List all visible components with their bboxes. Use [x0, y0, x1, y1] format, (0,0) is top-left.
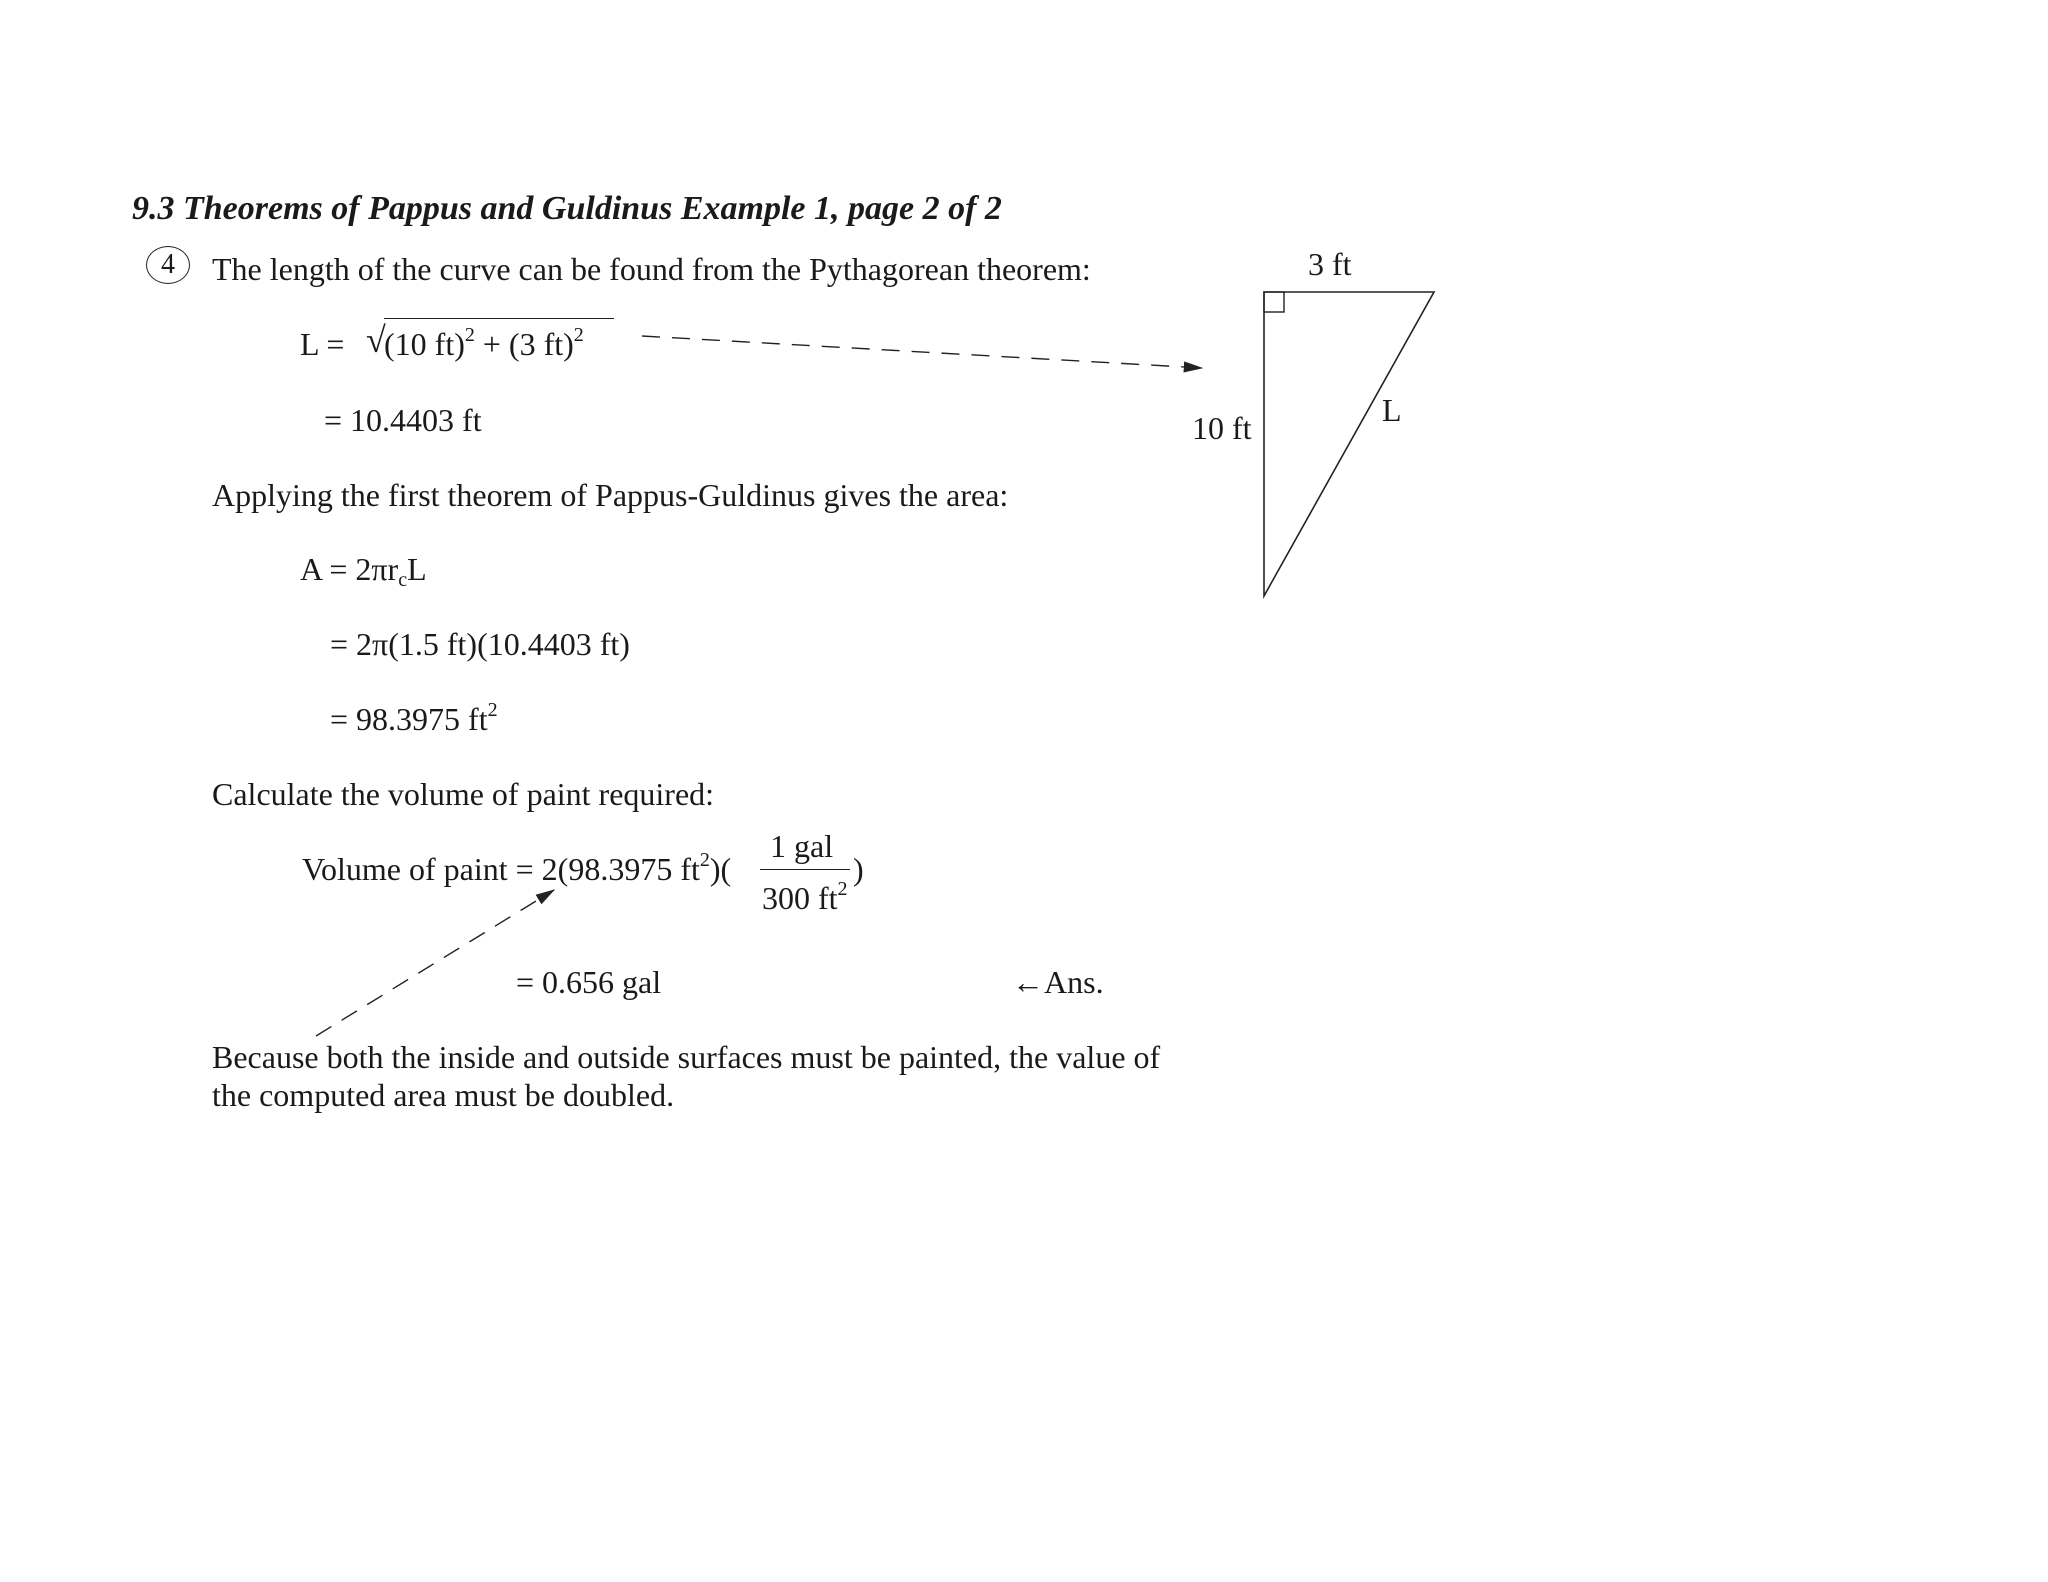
fraction-numerator: 1 gal: [770, 828, 834, 864]
page-title: 9.3 Theorems of Pappus and Guldinus Example 1, page 2 of 2: [132, 190, 1002, 227]
dashed-leader-to-volume: [316, 890, 554, 1036]
sqrt-icon: √: [366, 320, 386, 360]
length-eq-radicand: (10 ft)$^2$ + (3 ft)$^2$: [384, 324, 584, 362]
fraction-denominator: 300 $ft^2$: [762, 878, 848, 916]
area-intro: Applying the first theorem of Pappus-Guldinus gives the area:: [212, 477, 1009, 513]
length-eq-result: = 10.4403 ft: [324, 402, 482, 438]
arrow-left-icon: ←: [1012, 964, 1044, 1000]
area-eq-line1: $A = 2\pi r_cL$: [300, 551, 427, 591]
note-line-1: Because both the inside and outside surfaces must be painted, the value of: [212, 1039, 1161, 1075]
step-text: The length of the curve can be found from the Pythagorean theorem:: [212, 251, 1091, 287]
note-line-2: the computed area must be doubled.: [212, 1077, 675, 1113]
right-angle-marker: [1264, 292, 1284, 312]
triangle-hypotenuse-label: L: [1382, 392, 1402, 428]
dashed-leader-to-triangle: [642, 336, 1202, 368]
triangle-top-label: 3 ft: [1308, 246, 1352, 282]
volume-eq-close-paren: ): [853, 851, 864, 887]
step-number-badge: 4: [146, 246, 190, 284]
right-triangle: [1264, 292, 1434, 596]
triangle-left-label: 10 ft: [1192, 410, 1252, 446]
area-eq-line2: = 2π(1.5 ft)(10.4403 ft): [330, 626, 630, 662]
answer-marker: ←Ans.: [1012, 964, 1104, 1000]
length-eq-lhs: L =: [300, 326, 345, 362]
volume-result: = 0.656 gal: [516, 964, 662, 1000]
volume-intro: Calculate the volume of paint required:: [212, 776, 715, 812]
area-eq-line3: = 98.3975 $ft^2$: [330, 699, 498, 737]
volume-eq-lhs: Volume of paint = 2(98.3975 $ft^2$)(: [302, 849, 732, 887]
